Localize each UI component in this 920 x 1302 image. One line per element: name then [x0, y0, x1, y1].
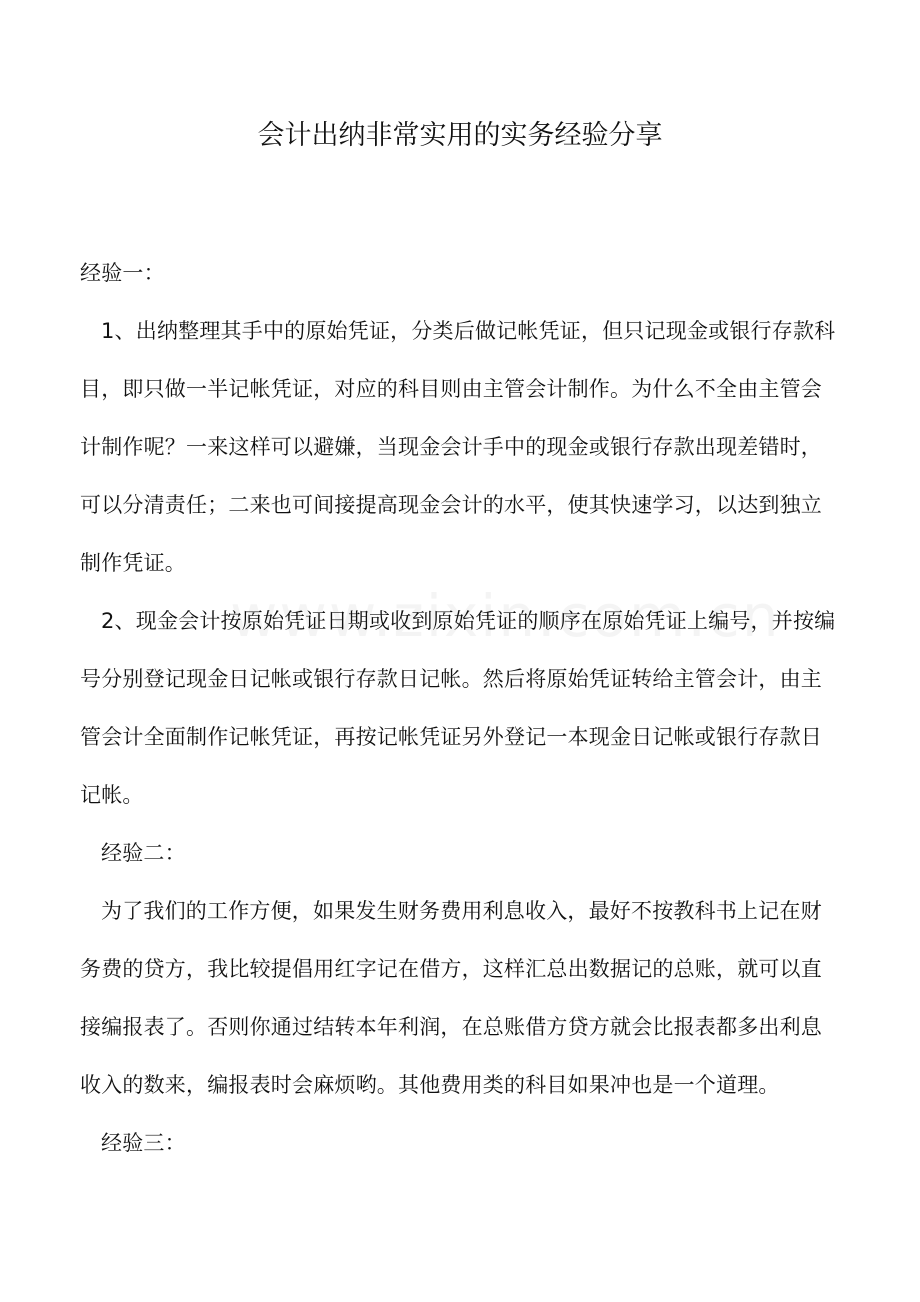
section-heading-3: 经验三：	[101, 1131, 186, 1155]
paragraph-1: 1、出纳整理其手中的原始凭证，分类后做记帐凭证，但只记现金或银行存款科目，即只做一半记帐凭证，对应的科目则由主管会计制作。为什么不全由主管会计制作呢？一来这样可以避嫌，当现金会计手中的现金或银行存款出现差错时，可以分清责任；二来也可间接提高现金会计的水平，使其快速学习，以达到独立制作凭证。	[80, 319, 836, 575]
paragraph-3: 为了我们的工作方便，如果发生财务费用利息收入，最好不按教科书上记在财务费的贷方，我比较提倡用红字记在借方，这样汇总出数据记的总账，就可以直接编报表了。否则你通过结转本年利润，在总账借方贷方就会比报表都多出利息收入的数来，编报表时会麻烦哟。其他费用类的科目如果冲也是一个道理。	[80, 899, 822, 1097]
paragraph-2: 2、现金会计按原始凭证日期或收到原始凭证的顺序在原始凭证上编号，并按编号分别登记现金日记帐或银行存款日记帐。然后将原始凭证转给主管会计，由主管会计全面制作记帐凭证，再按记帐凭证另外登记一本现金日记帐或银行存款日记帐。	[80, 609, 836, 807]
section-heading-1: 经验一：	[80, 261, 165, 285]
page-title: 会计出纳非常实用的实务经验分享	[257, 120, 663, 151]
section-heading-2: 经验二：	[101, 841, 186, 865]
